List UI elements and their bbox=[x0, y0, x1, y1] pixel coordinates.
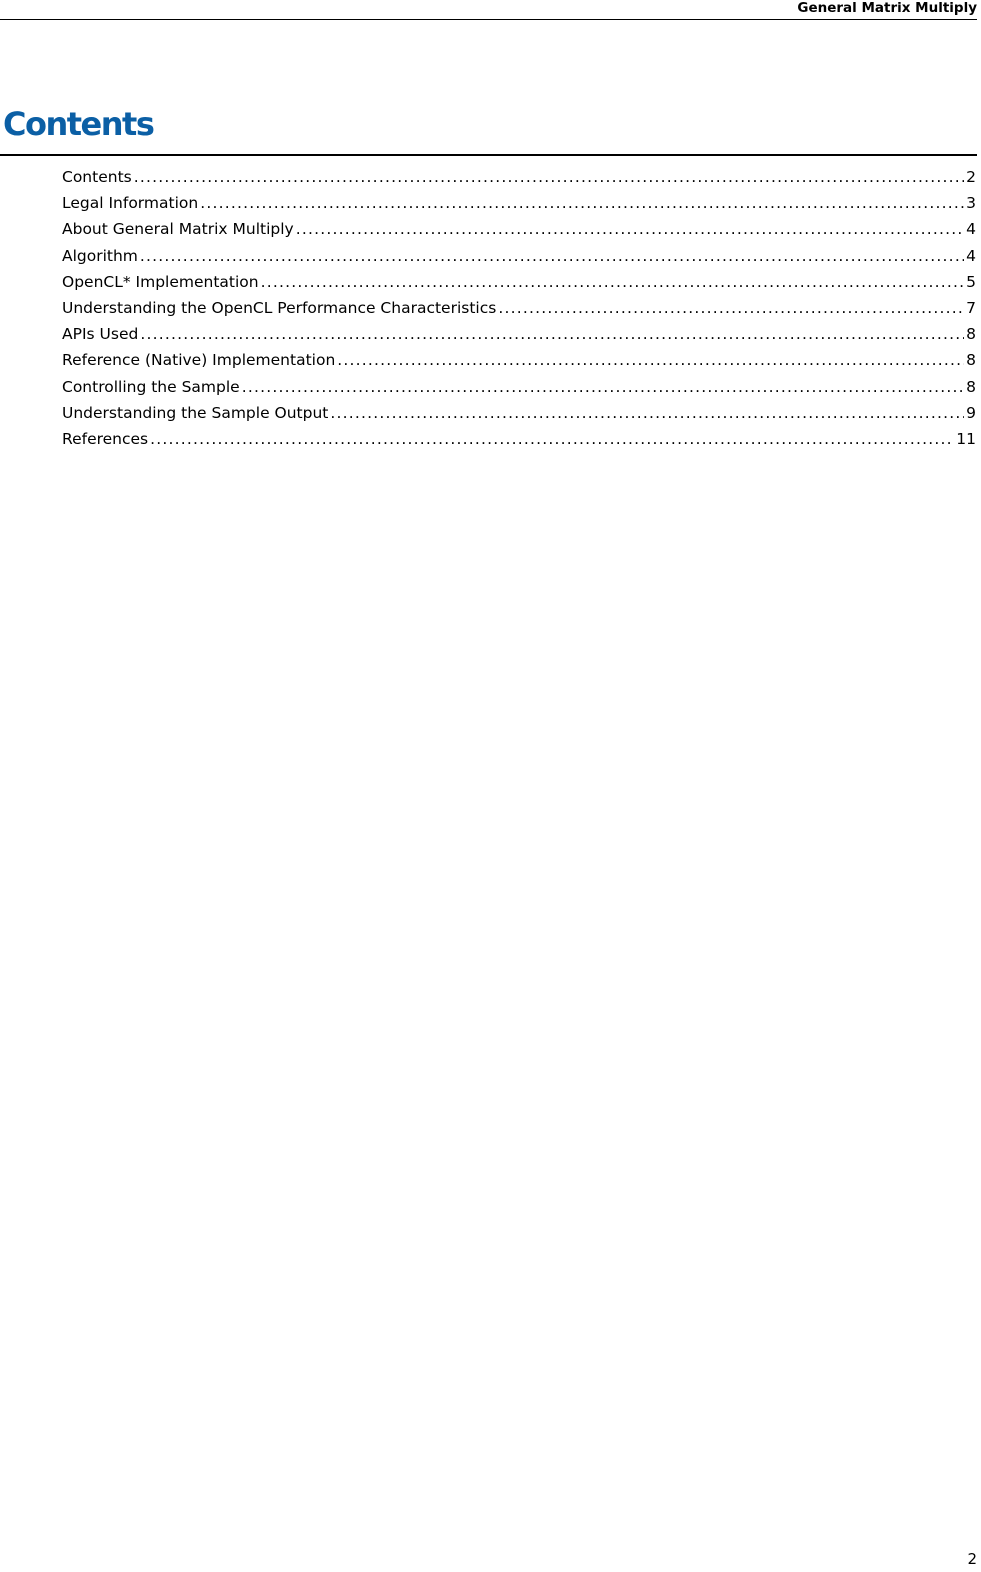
toc-entry-label: OpenCL* Implementation bbox=[62, 272, 259, 291]
toc-entry-label: Controlling the Sample bbox=[62, 377, 240, 396]
toc-entry-references[interactable] bbox=[62, 426, 976, 452]
toc-entry-page: 3 bbox=[966, 194, 976, 213]
toc-entry-page: 4 bbox=[966, 246, 976, 265]
toc-entry-label: Understanding the OpenCL Performance Characteristics bbox=[62, 298, 497, 317]
toc-entry-page: 8 bbox=[966, 351, 976, 370]
toc-entry-reference-implementation[interactable] bbox=[62, 347, 976, 373]
toc-entry-controlling-sample[interactable] bbox=[62, 374, 976, 400]
toc-entry-page: 8 bbox=[966, 325, 976, 344]
toc-entry-label: Understanding the Sample Output bbox=[62, 403, 329, 422]
toc-dot-leader bbox=[150, 426, 954, 452]
toc-entry-label: Legal Information bbox=[62, 194, 199, 213]
toc-entry-algorithm[interactable] bbox=[62, 243, 976, 269]
toc-entry-apis-used[interactable] bbox=[62, 321, 976, 347]
toc-entry-page: 5 bbox=[966, 272, 976, 291]
toc-entry-label: Contents bbox=[62, 168, 132, 186]
toc-dot-leader bbox=[330, 400, 964, 426]
toc-dot-leader bbox=[337, 347, 964, 373]
toc-entry-contents[interactable] bbox=[62, 164, 976, 190]
toc-entry-page: 8 bbox=[966, 377, 976, 396]
running-header bbox=[0, 0, 977, 20]
toc-dot-leader bbox=[296, 216, 964, 242]
toc-entry-page: 2 bbox=[966, 168, 976, 186]
toc-dot-leader bbox=[242, 374, 964, 400]
running-header-title: General Matrix Multiply bbox=[797, 0, 977, 16]
toc-entry-opencl-implementation[interactable] bbox=[62, 269, 976, 295]
toc-entry-performance-characteristics[interactable] bbox=[62, 295, 976, 321]
toc-dot-leader bbox=[140, 243, 964, 269]
toc-entry-legal-information[interactable] bbox=[62, 190, 976, 216]
toc-dot-leader bbox=[200, 190, 964, 216]
title-divider bbox=[0, 154, 977, 156]
toc-entry-page: 11 bbox=[956, 429, 976, 448]
toc-dot-leader bbox=[140, 321, 964, 347]
page-number: 2 bbox=[967, 1550, 977, 1568]
toc-dot-leader bbox=[261, 269, 965, 295]
toc-entry-label: APIs Used bbox=[62, 325, 139, 344]
toc-entry-label: References bbox=[62, 429, 149, 448]
toc-entry-page: 7 bbox=[966, 298, 976, 317]
toc-entry-sample-output[interactable] bbox=[62, 400, 976, 426]
toc-entry-label: Algorithm bbox=[62, 246, 138, 265]
toc-entry-about[interactable] bbox=[62, 216, 976, 242]
toc-title: Contents bbox=[3, 105, 154, 143]
toc-entry-label: Reference (Native) Implementation bbox=[62, 351, 336, 370]
toc-dot-leader bbox=[134, 164, 964, 190]
toc-dot-leader bbox=[498, 295, 964, 321]
toc-entry-page: 9 bbox=[966, 403, 976, 422]
toc-list bbox=[62, 164, 976, 452]
toc-entry-page: 4 bbox=[966, 220, 976, 239]
toc-entry-label: About General Matrix Multiply bbox=[62, 220, 294, 239]
